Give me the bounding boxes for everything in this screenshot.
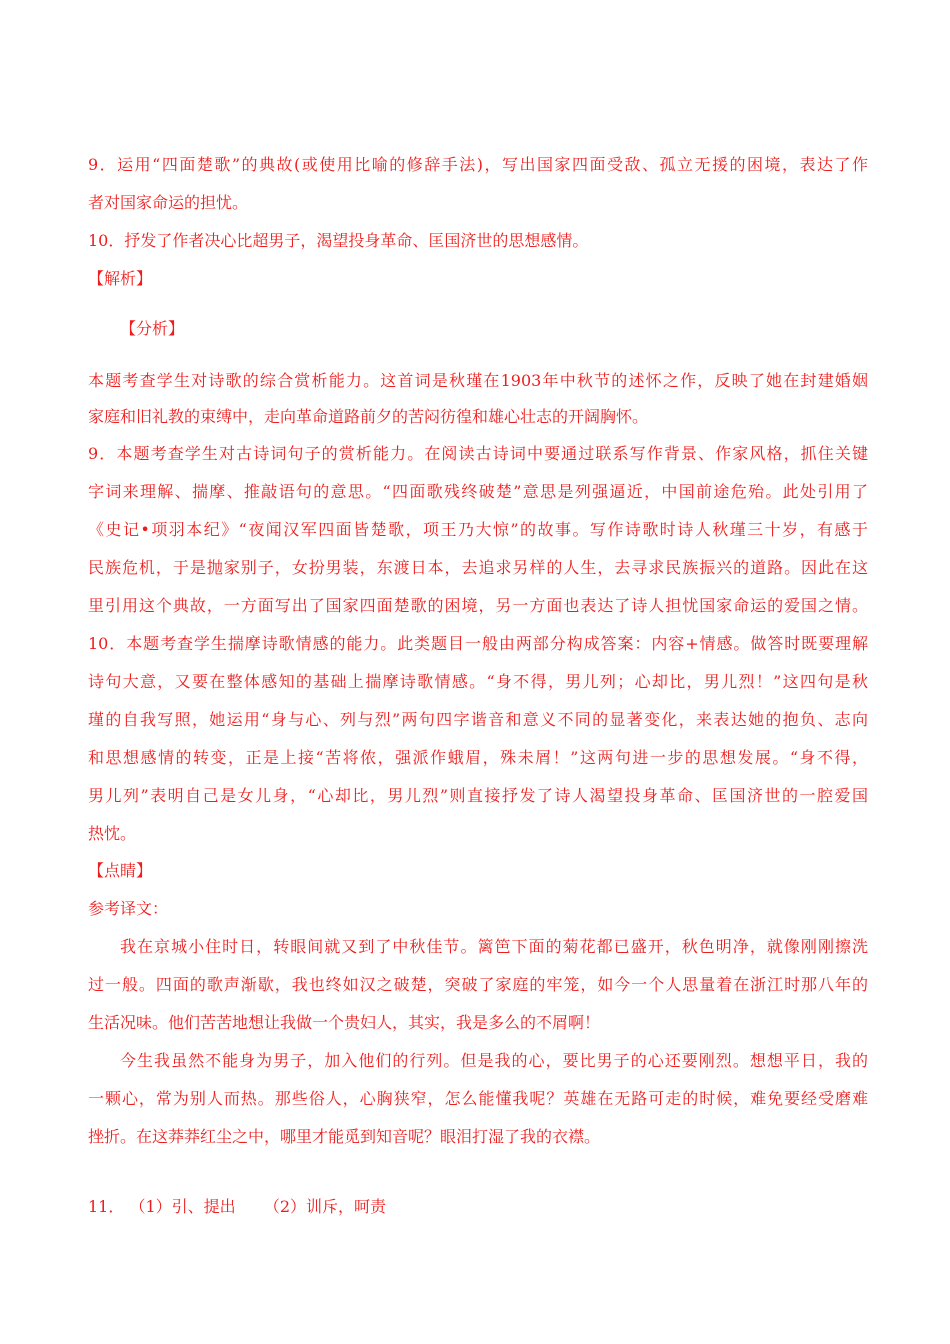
answer-11-part-2: （2）训斥，呵责 <box>263 1197 387 1216</box>
analysis-10-line-2: 诗句大意，又要在整体感知的基础上揣摩诗歌情感。“身不得，男儿列；心却比，男儿烈！”这四句是秋 <box>88 672 868 691</box>
answer-11-number: 11． <box>88 1197 125 1216</box>
translation-label: 参考译文： <box>88 899 169 918</box>
analysis-9-line-5: 里引用这个典故，一方面写出了国家四面楚歌的困境，另一方面也表达了诗人担忧国家命运的爱国之情。 <box>88 596 868 615</box>
analysis-10-line-1: 10．本题考查学生揣摩诗歌情感的能力。此类题目一般由两部分构成答案：内容+情感。做答时既要理解 <box>88 634 868 653</box>
answer-11 <box>88 1196 868 1218</box>
answer-10: 10．抒发了作者决心比超男子，渴望投身革命、匡国济世的思想感情。 <box>88 231 589 250</box>
analysis-10-line-6: 热忱。 <box>88 824 137 843</box>
intro-line-1: 本题考查学生对诗歌的综合赏析能力。这首词是秋瑾在1903年中秋节的述怀之作，反映了她在封建婚姻 <box>88 371 868 390</box>
translation-para1-line-1: 我在京城小住时日，转眼间就又到了中秋佳节。篱笆下面的菊花都已盛开，秋色明净，就像刚刚擦洗 <box>120 937 868 956</box>
answer-9-line-1: 9．运用“四面楚歌”的典故(或使用比喻的修辞手法)，写出国家四面受敌、孤立无援的困境，表达了作 <box>88 155 868 174</box>
analysis-9-line-3: 《史记•项羽本纪》“夜闻汉军四面皆楚歌，项王乃大惊”的故事。写作诗歌时诗人秋瑾三十岁，有感于 <box>88 520 868 539</box>
translation-para2-line-3: 挫折。在这莽莽红尘之中，哪里才能觅到知音呢？眼泪打湿了我的衣襟。 <box>88 1127 601 1146</box>
answer-11-part-1: （1）引、提出 <box>129 1197 236 1216</box>
analysis-9-line-1: 9．本题考查学生对古诗词句子的赏析能力。在阅读古诗词中要通过联系写作背景、作家风格，抓住关键 <box>88 444 868 463</box>
translation-para2-line-2: 一颗心，常为别人而热。那些俗人，心胸狭窄，怎么能懂我呢？英雄在无路可走的时候，难免要经受磨难 <box>88 1089 868 1108</box>
translation-para1-line-2: 过一般。四面的歌声渐歇，我也终如汉之破楚，突破了家庭的牢笼，如今一个人思量着在浙江时那八年的 <box>88 975 868 994</box>
analysis-9-line-4: 民族危机，于是抛家别子，女扮男装，东渡日本，去追求另样的人生，去寻求民族振兴的道路。因此在这 <box>88 558 868 577</box>
answer-9-line-2: 者对国家命运的担忧。 <box>88 193 249 212</box>
translation-para2-line-1: 今生我虽然不能身为男子，加入他们的行列。但是我的心，要比男子的心还要刚烈。想想平日，我的 <box>120 1051 868 1070</box>
analysis-heading: 【解析】 <box>88 269 153 288</box>
analysis-10-line-3: 瑾的自我写照，她运用“身与心、列与烈”两句四字谐音和意义不同的显著变化，来表达她的抱负、志向 <box>88 710 868 729</box>
highlights-heading: 【点睛】 <box>88 861 153 880</box>
analysis-subheading: 【分析】 <box>120 319 185 338</box>
intro-line-2: 家庭和旧礼教的束缚中，走向革命道路前夕的苦闷彷徨和雄心壮志的开阔胸怀。 <box>88 407 649 426</box>
translation-para1-line-3: 生活况味。他们苦苦地想让我做一个贵妇人，其实，我是多么的不屑啊！ <box>88 1013 601 1032</box>
analysis-10-line-5: 男儿列”表明自己是女儿身，“心却比，男儿烈”则直接抒发了诗人渴望投身革命、匡国济世的一腔爱国 <box>88 786 868 805</box>
analysis-10-line-4: 和思想感情的转变，正是上接“苦将侬，强派作蛾眉，殊未屑！”这两句进一步的思想发展。“身不得， <box>88 748 868 767</box>
analysis-9-line-2: 字词来理解、揣摩、推敲语句的意思。“四面歌残终破楚”意思是列强逼近，中国前途危殆。此处引用了 <box>88 482 868 501</box>
